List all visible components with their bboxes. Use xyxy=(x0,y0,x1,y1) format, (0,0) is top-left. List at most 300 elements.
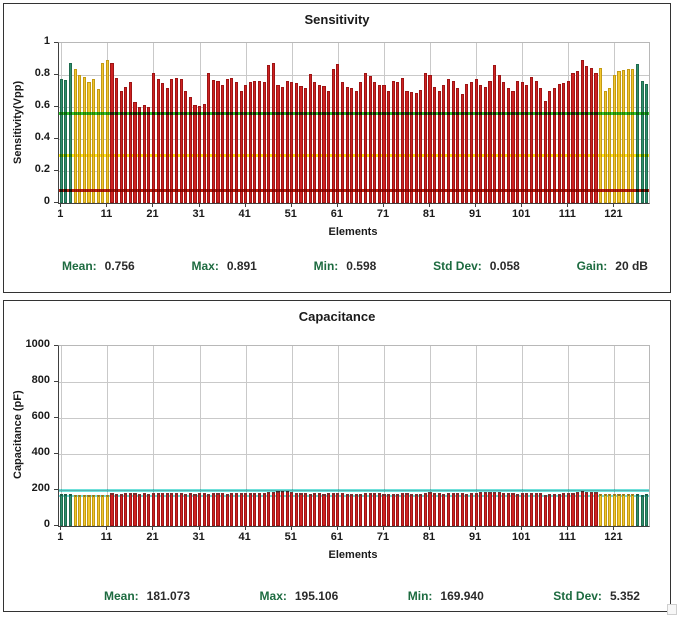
reference-line xyxy=(59,489,649,492)
bar xyxy=(230,493,233,526)
axis-tick xyxy=(54,525,58,526)
bar xyxy=(244,493,247,526)
bar xyxy=(235,82,238,203)
bar xyxy=(346,87,349,203)
bar xyxy=(369,493,372,526)
axis-tick xyxy=(613,203,614,207)
bar xyxy=(226,79,229,203)
reference-line xyxy=(59,189,649,192)
axis-tick xyxy=(429,526,430,530)
capacitance-chart-panel xyxy=(3,300,671,612)
bar xyxy=(263,493,266,526)
bar xyxy=(110,493,113,526)
bar xyxy=(396,82,399,203)
axis-tick xyxy=(54,417,58,418)
bar xyxy=(166,88,169,203)
bar xyxy=(272,492,275,526)
axis-tick xyxy=(475,203,476,207)
bar xyxy=(170,493,173,526)
bar xyxy=(313,493,316,526)
bar xyxy=(350,88,353,203)
axis-tick xyxy=(521,526,522,530)
stat-value: 169.940 xyxy=(440,589,484,603)
bar xyxy=(120,91,123,203)
bar xyxy=(309,74,312,203)
stat-value: 181.073 xyxy=(146,589,191,603)
bar xyxy=(97,495,100,526)
bar xyxy=(253,81,256,203)
bar xyxy=(410,494,413,526)
bar xyxy=(558,84,561,203)
stat-label: Mean: xyxy=(104,589,139,603)
bar xyxy=(641,81,644,203)
bar xyxy=(594,73,597,203)
bar xyxy=(161,493,164,526)
y-tick-label: 0.4 xyxy=(34,131,50,143)
x-tick-label: 41 xyxy=(238,208,251,220)
axis-tick xyxy=(152,203,153,207)
bar xyxy=(152,493,155,526)
bar xyxy=(161,83,164,203)
bar xyxy=(558,494,561,526)
axis-tick xyxy=(54,74,58,75)
bar xyxy=(604,494,607,526)
y-tick-label: 200 xyxy=(31,482,50,494)
bar xyxy=(604,91,607,203)
bar xyxy=(378,493,381,526)
bar xyxy=(249,82,252,203)
bar xyxy=(240,91,243,203)
bar xyxy=(129,493,132,526)
bar xyxy=(129,82,132,203)
stat-max xyxy=(260,589,339,603)
bar xyxy=(488,81,491,203)
bar xyxy=(424,493,427,526)
bar xyxy=(617,494,620,526)
bar xyxy=(253,493,256,526)
bar xyxy=(299,86,302,203)
bar xyxy=(350,494,353,526)
bar xyxy=(101,495,104,526)
bar xyxy=(175,78,178,203)
bar xyxy=(433,87,436,203)
x-tick-label: 121 xyxy=(604,531,623,543)
bar xyxy=(212,80,215,203)
bar xyxy=(120,494,123,526)
bar xyxy=(267,492,270,526)
bar xyxy=(581,60,584,203)
bar xyxy=(304,493,307,526)
bar xyxy=(78,495,81,526)
bar xyxy=(428,75,431,203)
bar xyxy=(585,492,588,526)
axis-tick xyxy=(245,526,246,530)
bar xyxy=(258,493,261,526)
x-tick-label: 1 xyxy=(57,208,64,220)
bar xyxy=(83,495,86,526)
bar xyxy=(613,494,616,526)
bar xyxy=(249,493,252,526)
stat-mean xyxy=(62,259,135,273)
axis-tick xyxy=(54,42,58,43)
y-tick-label: 0 xyxy=(43,195,50,207)
x-tick-label: 71 xyxy=(376,208,390,220)
reference-line xyxy=(59,154,649,157)
bar xyxy=(309,494,312,526)
bar xyxy=(387,91,390,203)
axis-tick xyxy=(567,203,568,207)
reference-line xyxy=(59,112,649,115)
bar xyxy=(207,494,210,526)
window-resize-corner xyxy=(667,604,677,615)
x-tick-label: 101 xyxy=(512,208,531,220)
axis-tick xyxy=(245,203,246,207)
y-tick-label: 0.2 xyxy=(34,163,50,175)
bar xyxy=(410,92,413,203)
bar xyxy=(322,494,325,526)
bar xyxy=(488,492,491,526)
bar xyxy=(115,494,118,526)
bar xyxy=(97,89,100,203)
bar xyxy=(364,73,367,203)
bar xyxy=(553,88,556,203)
bar xyxy=(544,495,547,526)
bar xyxy=(622,70,625,203)
axis-tick xyxy=(291,203,292,207)
y-tick-label: 400 xyxy=(31,446,50,458)
axis-tick xyxy=(521,203,522,207)
bar xyxy=(590,68,593,203)
bar xyxy=(645,84,648,203)
x-tick-label: 81 xyxy=(422,531,436,543)
bar xyxy=(405,91,408,203)
bar xyxy=(203,493,206,526)
x-tick-label: 101 xyxy=(512,531,531,543)
bar xyxy=(216,81,219,203)
bar xyxy=(438,91,441,203)
bar xyxy=(525,85,528,203)
bar xyxy=(336,493,339,526)
x-tick-label: 51 xyxy=(284,531,297,543)
axis-tick xyxy=(337,203,338,207)
bar xyxy=(442,494,445,527)
stat-label: Gain: xyxy=(576,259,608,273)
bar xyxy=(152,73,155,203)
bar xyxy=(322,86,325,203)
stat-min xyxy=(408,589,484,603)
bar xyxy=(346,494,349,526)
stat-stddev xyxy=(433,259,520,273)
bar xyxy=(581,491,584,526)
axis-tick xyxy=(106,203,107,207)
bar xyxy=(498,75,501,203)
stat-value: 0.756 xyxy=(104,259,135,273)
bar xyxy=(318,85,321,203)
bar xyxy=(359,494,362,526)
stat-value: 5.352 xyxy=(609,589,640,603)
bar xyxy=(447,493,450,526)
bar xyxy=(290,492,293,526)
stat-value: 0.598 xyxy=(346,259,377,273)
x-axis-label: Elements xyxy=(328,226,378,238)
axis-tick xyxy=(60,203,61,207)
stat-label: Mean: xyxy=(62,259,97,273)
y-tick-label: 0.8 xyxy=(34,67,50,79)
bar xyxy=(470,493,473,526)
bar xyxy=(419,90,422,203)
bar xyxy=(133,493,136,526)
stat-stddev xyxy=(553,589,640,603)
bar xyxy=(221,493,224,526)
gridline xyxy=(59,418,649,419)
bar xyxy=(622,494,625,526)
bar xyxy=(401,78,404,203)
bar xyxy=(401,493,404,526)
axis-tick xyxy=(54,453,58,454)
bar xyxy=(286,491,289,526)
bar xyxy=(627,69,630,203)
bar xyxy=(359,82,362,203)
bar xyxy=(193,494,196,527)
axis-tick xyxy=(199,203,200,207)
bar xyxy=(516,81,519,203)
axis-tick xyxy=(54,381,58,382)
bar xyxy=(382,85,385,203)
bar xyxy=(521,82,524,203)
bar xyxy=(207,73,210,203)
x-tick-label: 21 xyxy=(146,208,159,220)
axis-tick xyxy=(337,526,338,530)
bar xyxy=(373,82,376,203)
bar xyxy=(170,79,173,203)
axis-tick xyxy=(106,526,107,530)
gridline xyxy=(59,454,649,455)
axis-tick xyxy=(383,526,384,530)
bar xyxy=(493,65,496,203)
bar xyxy=(452,493,455,526)
bar xyxy=(175,493,178,526)
bar xyxy=(535,81,538,203)
bar xyxy=(263,82,266,203)
axis-tick xyxy=(291,526,292,530)
bar xyxy=(60,494,63,526)
bar xyxy=(230,78,233,203)
bar xyxy=(332,69,335,203)
bar xyxy=(599,494,602,526)
bar xyxy=(304,88,307,203)
stat-label: Max: xyxy=(191,259,219,273)
bar xyxy=(369,76,372,203)
bar xyxy=(101,63,104,203)
x-tick-label: 91 xyxy=(469,531,482,543)
bar xyxy=(332,493,335,526)
bar xyxy=(530,493,533,526)
bar xyxy=(64,494,67,526)
bar xyxy=(92,79,95,203)
bar xyxy=(567,493,570,526)
bar xyxy=(64,80,67,203)
y-tick-label: 800 xyxy=(31,374,50,386)
stat-value: 0.891 xyxy=(226,259,257,273)
axis-tick xyxy=(567,526,568,530)
bar xyxy=(530,77,533,203)
axis-tick xyxy=(54,202,58,203)
chart-title: Sensitivity xyxy=(304,12,370,27)
y-axis-label: Capacitance (pF) xyxy=(12,390,24,480)
bar xyxy=(216,493,219,526)
y-tick-label: 1 xyxy=(43,35,50,47)
bar xyxy=(373,493,376,526)
plot-area xyxy=(58,345,650,527)
bar xyxy=(147,494,150,526)
x-tick-label: 1 xyxy=(57,531,64,543)
bar xyxy=(272,63,275,203)
x-tick-label: 111 xyxy=(558,208,576,220)
axis-tick xyxy=(613,526,614,530)
y-tick-label: 0 xyxy=(43,518,50,530)
bar xyxy=(613,75,616,203)
bar xyxy=(461,493,464,526)
stat-value: 20 dB xyxy=(615,259,648,273)
bar xyxy=(106,495,109,526)
bar xyxy=(74,495,77,526)
axis-tick xyxy=(475,526,476,530)
bar xyxy=(87,495,90,526)
stat-value: 195.106 xyxy=(294,589,339,603)
bar xyxy=(465,84,468,203)
axis-tick xyxy=(152,526,153,530)
bar xyxy=(157,493,160,526)
x-axis-label: Elements xyxy=(328,549,378,561)
bar xyxy=(313,82,316,203)
bar xyxy=(355,494,358,526)
bar xyxy=(138,494,141,526)
bar xyxy=(189,493,192,526)
bar xyxy=(452,81,455,203)
bar xyxy=(226,494,229,526)
bar xyxy=(327,91,330,203)
bar xyxy=(341,82,344,203)
stat-mean xyxy=(104,589,190,603)
y-tick-label: 0.6 xyxy=(34,99,50,111)
bar xyxy=(516,494,519,526)
bar xyxy=(627,494,630,526)
stat-value: 0.058 xyxy=(489,259,520,273)
bar xyxy=(461,94,464,203)
stat-label: Std Dev: xyxy=(433,259,482,273)
bar xyxy=(507,493,510,526)
bar xyxy=(502,493,505,526)
stat-label: Std Dev: xyxy=(553,589,602,603)
x-tick-label: 61 xyxy=(330,208,343,220)
bar xyxy=(608,88,611,203)
bar xyxy=(396,494,399,526)
bar xyxy=(475,493,478,526)
y-tick-label: 1000 xyxy=(25,338,50,350)
sensitivity-chart-panel xyxy=(3,3,671,293)
bar xyxy=(221,85,224,203)
bar xyxy=(405,493,408,526)
bar xyxy=(571,73,574,203)
bar xyxy=(415,93,418,203)
bar xyxy=(594,492,597,526)
bar xyxy=(60,79,63,203)
plot-area xyxy=(58,42,650,204)
bar xyxy=(562,83,565,203)
bar xyxy=(631,494,634,526)
bar xyxy=(166,493,169,526)
bar xyxy=(511,493,514,526)
bar xyxy=(364,493,367,526)
stat-label: Min: xyxy=(407,589,433,603)
bar xyxy=(433,493,436,526)
bar xyxy=(387,494,390,526)
bar xyxy=(479,85,482,203)
x-tick-label: 51 xyxy=(284,208,297,220)
bar xyxy=(286,81,289,203)
bar xyxy=(424,73,427,203)
bar xyxy=(392,494,395,526)
bar xyxy=(83,77,86,203)
stat-label: Max: xyxy=(259,589,287,603)
bar xyxy=(641,495,644,526)
x-tick-label: 31 xyxy=(192,531,205,543)
axis-tick xyxy=(54,345,58,346)
bar xyxy=(636,494,639,526)
bar xyxy=(419,494,422,526)
y-axis-label: Sensitivity(Vpp) xyxy=(12,80,24,164)
bar xyxy=(470,82,473,203)
bar xyxy=(143,493,146,526)
gridline xyxy=(59,75,649,76)
bar xyxy=(295,83,298,203)
bar xyxy=(276,85,279,203)
bar xyxy=(645,494,648,526)
x-tick-label: 61 xyxy=(330,531,343,543)
bar xyxy=(571,493,574,526)
bar xyxy=(184,91,187,203)
bar xyxy=(617,71,620,203)
bar xyxy=(447,79,450,203)
bar xyxy=(69,494,72,526)
bar xyxy=(318,493,321,526)
bar xyxy=(475,79,478,203)
bar xyxy=(115,78,118,203)
bar xyxy=(78,75,81,203)
bar xyxy=(180,493,183,526)
bar xyxy=(355,91,358,203)
stat-min xyxy=(314,259,377,273)
bar xyxy=(576,71,579,203)
bar xyxy=(608,494,611,526)
x-tick-label: 81 xyxy=(422,208,436,220)
bar xyxy=(539,493,542,526)
bar xyxy=(590,492,593,526)
bar xyxy=(456,493,459,526)
bar xyxy=(484,492,487,526)
bar xyxy=(110,63,113,203)
bar xyxy=(299,493,302,526)
bar xyxy=(544,101,547,203)
bar xyxy=(392,81,395,203)
chart-title: Capacitance xyxy=(298,309,376,324)
bar xyxy=(493,492,496,526)
bar xyxy=(576,492,579,526)
axis-tick xyxy=(54,489,58,490)
bar xyxy=(180,79,183,203)
bar xyxy=(276,491,279,526)
bar xyxy=(212,493,215,526)
